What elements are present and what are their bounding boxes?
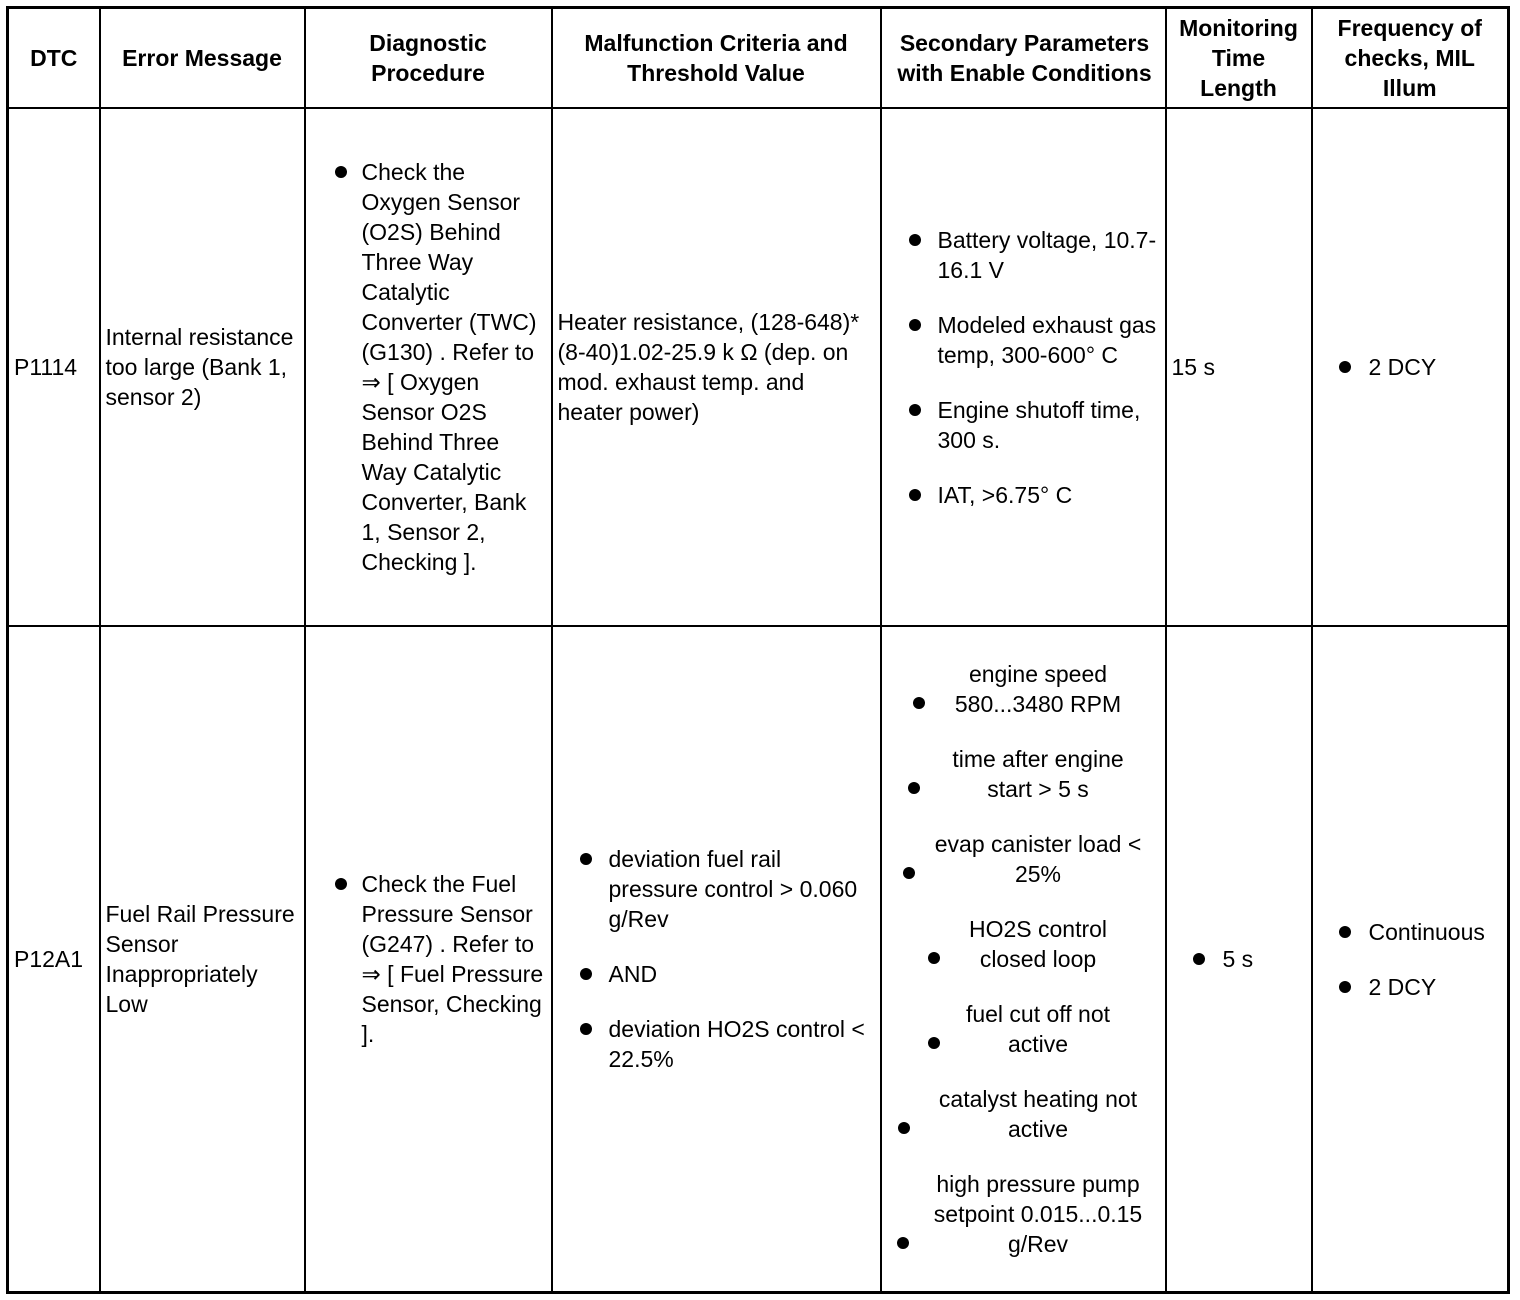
header-diagnostic-procedure-text: Diagnostic Procedure [369, 30, 487, 86]
bullet-icon [908, 782, 920, 794]
malfunction-criteria [552, 626, 881, 1293]
header-monitoring-time-text: Monitoring Time Length [1179, 15, 1298, 101]
frequency [1312, 626, 1509, 1293]
monitoring-time [1166, 626, 1312, 1293]
error-message: Internal resistance too large (Bank 1, sensor 2) [100, 108, 305, 626]
header-error-message: Error Message [100, 8, 305, 109]
dtc-code: P1114 [8, 108, 100, 626]
bullet-icon [897, 1237, 909, 1249]
secondary-param-item [887, 744, 1160, 804]
secondary-param-text: high pressure pump setpoint 0.015...0.15 g/Rev [933, 1171, 1143, 1257]
dtc-table [6, 6, 1510, 1294]
frequency-item: Continuous [1318, 917, 1503, 947]
secondary-param-item: IAT, >6.75° C [887, 480, 1160, 510]
header-dtc: DTC [8, 8, 100, 109]
criteria-item: AND [558, 959, 875, 989]
header-frequency [1312, 8, 1509, 109]
error-message: Fuel Rail Pressure Sensor Inappropriately Low [100, 626, 305, 1293]
secondary-param-item [887, 659, 1160, 719]
secondary-param-item [887, 914, 1160, 974]
monitoring-time: 15 s [1166, 108, 1312, 626]
header-secondary-parameters [881, 8, 1166, 109]
bullet-icon [913, 697, 925, 709]
secondary-param-item [887, 1084, 1160, 1144]
secondary-param-item [887, 999, 1160, 1059]
header-malfunction-criteria [552, 8, 881, 109]
secondary-param-text: time after engine start > 5 s [952, 746, 1124, 802]
header-frequency-text: Frequency of checks, MIL Illum [1337, 15, 1482, 101]
criteria-item: deviation fuel rail pressure control > 0.060 g/Rev [558, 844, 875, 934]
header-row [8, 8, 1509, 109]
header-diagnostic-procedure [305, 8, 552, 109]
header-secondary-parameters-text: Secondary Parameters with Enable Conditions [897, 30, 1152, 86]
table-row [8, 626, 1509, 1293]
table-row [8, 108, 1509, 626]
criteria-item: deviation HO2S control < 22.5% [558, 1014, 875, 1074]
secondary-param-item [887, 829, 1160, 889]
frequency-item: 2 DCY [1318, 352, 1503, 382]
secondary-param-item [887, 1169, 1160, 1259]
bullet-icon [928, 952, 940, 964]
secondary-parameters [881, 626, 1166, 1293]
header-monitoring-time [1166, 8, 1312, 109]
secondary-parameters [881, 108, 1166, 626]
secondary-param-item: Battery voltage, 10.7-16.1 V [887, 225, 1160, 285]
bullet-icon [903, 867, 915, 879]
frequency [1312, 108, 1509, 626]
procedure-item: Check the Fuel Pressure Sensor (G247) . Refer to ⇒ [ Fuel Pressure Sensor, Checking ]. [311, 869, 546, 1049]
secondary-param-text: catalyst heating not active [938, 1086, 1138, 1142]
secondary-param-text: engine speed 580...3480 RPM [954, 661, 1122, 717]
malfunction-criteria: Heater resistance, (128-648)*(8-40)1.02-25.9 k Ω (dep. on mod. exhaust temp. and heater power) [552, 108, 881, 626]
diagnostic-procedure [305, 108, 552, 626]
diagnostic-procedure [305, 626, 552, 1293]
header-malfunction-criteria-text: Malfunction Criteria and Threshold Value [584, 30, 848, 86]
dtc-code: P12A1 [8, 626, 100, 1293]
monitoring-item: 5 s [1172, 944, 1306, 974]
procedure-item: Check the Oxygen Sensor (O2S) Behind Three Way Catalytic Converter (TWC) (G130) . Refer to ⇒ [ Oxygen Sensor O2S Behind Three Way Catalytic Converter, Bank 1, Sensor 2, Checking ]. [311, 157, 546, 577]
secondary-param-text: evap canister load < 25% [934, 831, 1142, 887]
frequency-item: 2 DCY [1318, 972, 1503, 1002]
secondary-param-item: Engine shutoff time, 300 s. [887, 395, 1160, 455]
bullet-icon [928, 1037, 940, 1049]
secondary-param-text: fuel cut off not active [965, 1001, 1111, 1057]
secondary-param-text: HO2S control closed loop [968, 916, 1108, 972]
secondary-param-item: Modeled exhaust gas temp, 300-600° C [887, 310, 1160, 370]
bullet-icon [898, 1122, 910, 1134]
